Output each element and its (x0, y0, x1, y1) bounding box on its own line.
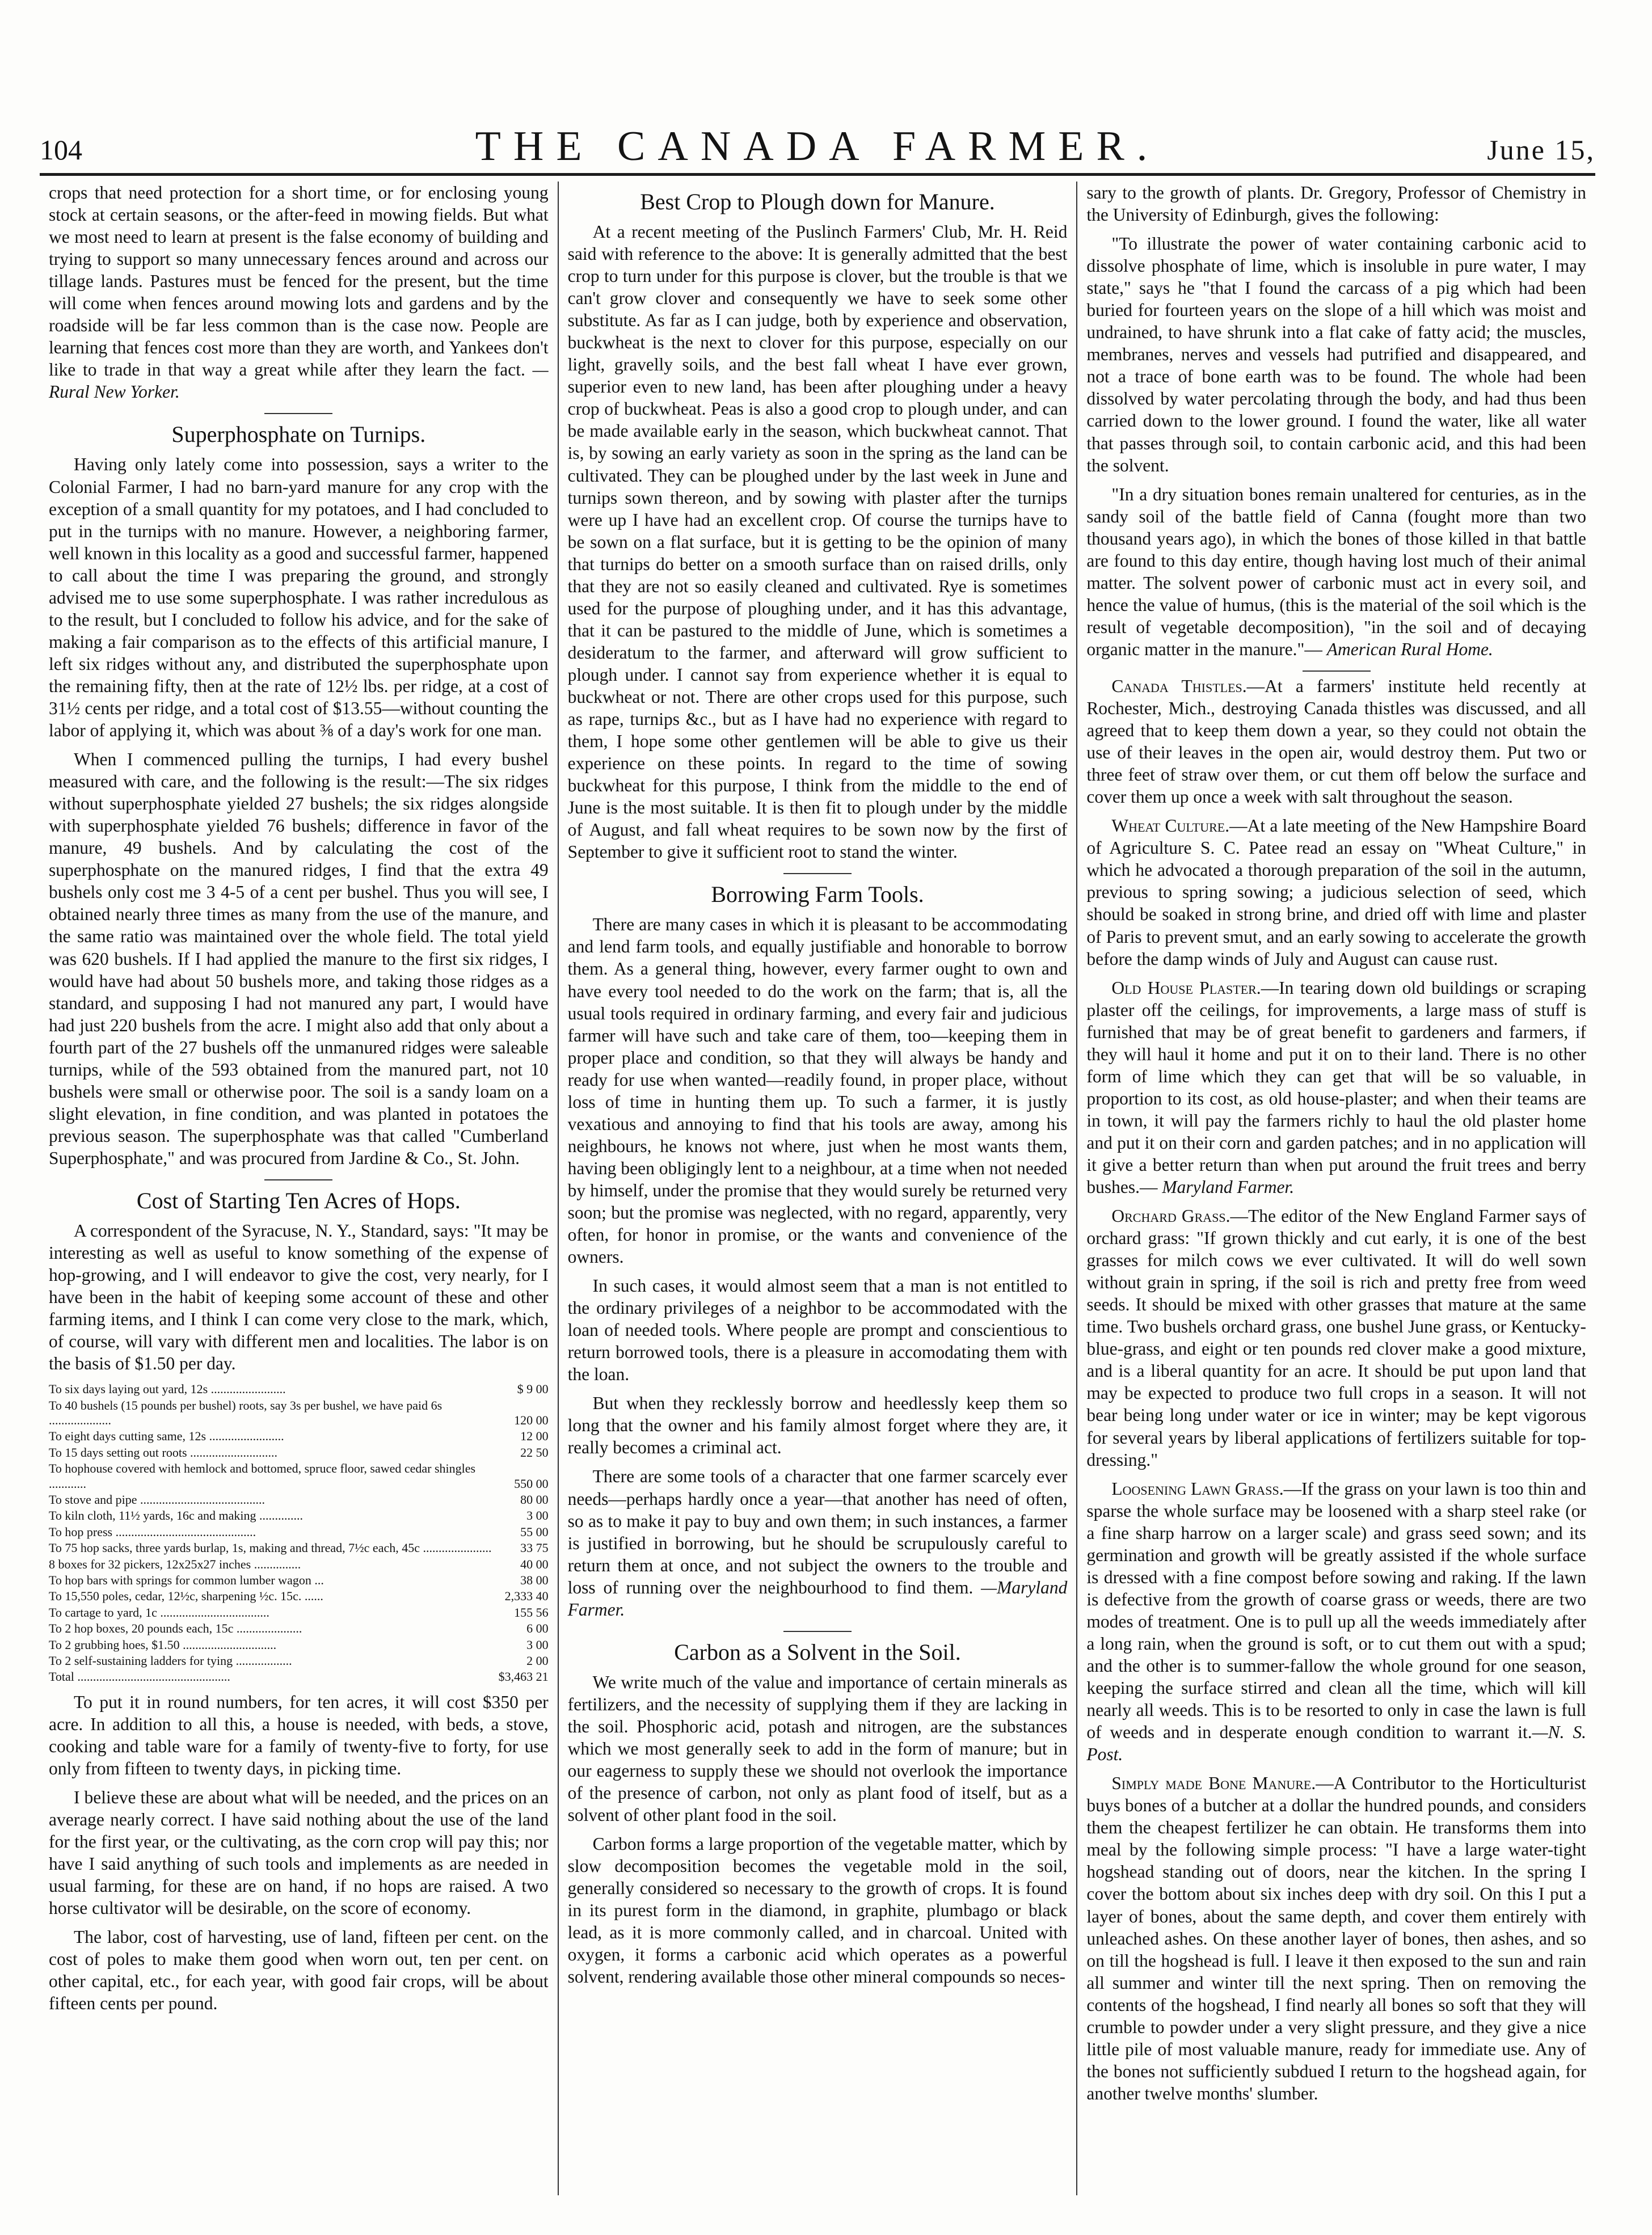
cost-item: To hop bars with springs for common lumber wagon ... (49, 1572, 324, 1587)
cost-row (49, 1492, 549, 1508)
lawn-citation: —N. S. Post. (1086, 1722, 1587, 1765)
cost-total-row (49, 1669, 549, 1685)
cost-amount: $ 9 00 (517, 1382, 549, 1397)
cost-item: To 2 hop boxes, 20 pounds each, 15c ..................... (49, 1621, 302, 1636)
cost-row (49, 1398, 549, 1429)
hops-paragraph-2: To put it in round numbers, for ten acres, it will cost $350 per acre. In addition to all this, a house is needed, with beds, a stove, cooking and table ware for a family of twenty-five to forty, for use only from fifteen to twenty days, in picking time. (49, 1692, 549, 1778)
cost-item: To hophouse covered with hemlock and bottomed, spruce floor, sawed cedar shingles ............ (49, 1461, 476, 1491)
cost-row (49, 1428, 549, 1444)
item-text-wheat: —At a late meeting of the New Hampshire Board of Agriculture S. C. Patee read an essay on "Wheat Culture," in which he advocated a thorough preparation of the soil in the autumn, previous to spring sowing; a judicious selection of seed, which should be soaked in strong brine, and dried off with lime and plaster of Paris to prevent smut, and an early sowing to accelerate the growth before the damp winds of July and August can cause rust. (1086, 816, 1587, 969)
cost-amount: 155 56 (514, 1605, 549, 1620)
item-text-orchard: —The editor of the New England Farmer says of orchard grass: "If grown thickly and cut early, it is one of the best grasses for milch cows we ever cultivated. It will do well sown without grain in spring, if the soil is rich and pretty free from weed seeds. It should be mixed with other grasses that mature at the same time. Two bushels orchard grass, one bushel June grass, or Kentucky-blue-grass, and eight or ten pounds red clover make a good mixture, and is a liberal quantity for an acre. It should be put upon land that may be expected to produce two full crops in a season. It will not bear being long under water or ice in winter; may be kept vigorous for several years by liberal applications of fertilizers suitable for top-dressing." (1086, 1206, 1587, 1470)
cost-row (49, 1637, 549, 1653)
cost-amount: 120 00 (514, 1413, 549, 1428)
cost-row (49, 1557, 549, 1572)
section-divider (1303, 670, 1371, 672)
cost-amount: 22 50 (520, 1445, 549, 1460)
cost-amount: 40 00 (520, 1557, 549, 1571)
superphosphate-paragraph-2: When I commenced pulling the turnips, I had every bushel measured with care, and the following is the result:—The six ridges without superphosphate yielded 27 bushels; the six ridges alongside with superphosphate yielded 76 bushels; difference in favor of the manure, 49 bushels. And by calculating the cost of the superphosphate on the manured ridges, I find that the extra 49 bushels only cost me 3 4-5 of a cent per bushel. Thus you will see, I obtained nearly three times as many from the use of the manure, and the same ratio was maintained over the whole field. The total yield was 620 bushels. If I had applied the manure to the first six ridges, I would have had about 50 bushels more, and taking those ridges as a standard, and supposing I had not manured any part, I would have had just 220 bushels from the acre. I might also add that only about a fourth part of the 27 bushels off the unmanured ridges were saleable turnips, while of the 593 obtained from the manured part, not 10 bushels were small or otherwise poor. The soil is a sandy loam on a slight elevation, in fine condition, and was planted in potatoes the previous season. The superphosphate was that called "Cumberland Superphosphate," and was procured from Jardine & Co., St. John. (49, 749, 549, 1168)
cost-item: To hop press ............................................. (49, 1524, 256, 1539)
page-number: 104 (40, 134, 82, 166)
best-crop-paragraph-1: At a recent meeting of the Puslinch Farmers' Club, Mr. H. Reid said with reference to the above: It is generally admitted that the best crop to turn under for this purpose is clover, but the trouble is that we can't grow clover and consequently we have to seek some other substitute. As far as I can judge, both by experience and observation, buckwheat is the next to clover for this purpose, especially on our light, gravelly soils, and the best fall wheat I have ever grown, superior even to new land, has been after ploughing under a heavy crop of buckwheat. Peas is also a good crop to plough under, and can be made available early in the season, which buckwheat cannot. That is, by sowing an early variety as soon in the spring as the land can be cultivated. They can be ploughed under by the last week in June and turnips sown thereon, and by sowing with plaster after the turnips were up I have had an excellent crop. Of course the turnips have to be sown on a flat surface, but it is getting to be the opinion of many that turnips do better on a smooth surface than on raised drills, only that they are not so easily cleaned and cultivated. Rye is sometimes used for the purpose of ploughing under, and it has this advantage, that it can be pastured to the middle of June, which is sometimes a desideratum to the farmer, and afterward will grow sufficient to plough under. I cannot say from experience whether it is equal to buckwheat or not. There are other crops used for this purpose, such as rape, turnips &c., but as I have had no experience with regard to them, I hope some other gentlemen will be able to give us their experience on these points. In regard to the time of sowing buckwheat for this purpose, I think from the middle to the end of June is the most suitable. It is then fit to plough under by the middle of August, and fall wheat requires to be sown now by the first of September to give it sufficient root to stand the winter. (567, 222, 1068, 862)
cost-row (49, 1445, 549, 1461)
hops-paragraph-4: The labor, cost of harvesting, use of land, fifteen per cent. on the cost of poles to make them good when worn out, ten per cent. on other capital, etc., for each year, with good fair crops, will be about fifteen cents per pound. (49, 1927, 549, 2014)
item-text-bone: —A Contributor to the Horticulturist buys bones of a butcher at a dollar the hundred pounds, and considers them the cheapest fertilizer he can obtain. He transforms them into meal by the following simple process: "I have a large water-tight hogshead standing out of doors, near the kitchen. In the spring I cover the bottom about six inches deep with dry soil. On this I put a layer of bones, about the same depth, and cover them entirely with unleached ashes. On these another layer of bones, then ashes, and so on till the hogshead is full. I leave it then exposed to the sun and rain all summer and winter till the next spring. Then on removing the contents of the hogshead, I find nearly all bones so soft that they will crumble to powder under a very slight pressure, and they give a nice little pile of most valuable manure, ready for immediate use. Any of the bones not sufficiently subdued I return to the hogshead again, for another twelve months' slumber. (1086, 1773, 1587, 2103)
cost-item: To 15,550 poles, cedar, 12½c, sharpening ½c. 15c. ...... (49, 1589, 323, 1604)
cost-item: To stove and pipe ........................................ (49, 1492, 265, 1507)
newspaper-title: THE CANADA FARMER. (475, 123, 1160, 170)
borrowing-paragraph-3: But when they recklessly borrow and heedlessly keep them so long that the owner and his family almost forget where they are, it really becomes a criminal act. (567, 1393, 1068, 1458)
cost-row (49, 1540, 549, 1556)
cost-item: To 2 grubbing hoes, $1.50 .............................. (49, 1637, 277, 1652)
cost-amount: 3 00 (526, 1508, 549, 1523)
borrowing-paragraph-2: In such cases, it would almost seem that a man is not entitled to the ordinary privileges of a neighbor to be accommodated with the loan of needed tools. Where people are prompt and conscientious to return borrowed tools, there is a pleasure in accomodating them with the loan. (567, 1276, 1068, 1385)
item-canada-thistles (1086, 675, 1586, 808)
column-2 (558, 182, 1077, 2195)
carbon-paragraph-2: Carbon forms a large proportion of the vegetable matter, which by slow decomposition becomes the vegetable mold in the soil, generally considered so necessary to the growth of crops. It is found in its purest form in the diamond, in graphite, plumbago or black lead, as it is more commonly called, and in charcoal. United with oxygen, it forms a carbonic acid which operates as a powerful solvent, rendering available those other mineral compounds so neces- (567, 1834, 1068, 1987)
cost-item: To cartage to yard, 1c ................................... (49, 1605, 269, 1620)
cost-row (49, 1508, 549, 1524)
borrowing-paragraph-1: There are many cases in which it is pleasant to be accommodating and lend farm tools, and equally justifiable and honorable to borrow them. As a general thing, however, every farmer ought to own and have every tool needed to do the work on the farm; that is, all the usual tools required in ordinary farming, and every fair and judicious farmer will have such and take care of them, too—keeping them in proper place and condition, so that they will always be handy and ready for use when wanted—readily found, in proper place, without loss of time in hunting them up. To such a farmer, it is justly vexatious and annoying to find that his tools are away, among his neighbours, he knows not where, just when he most wants them, having been obligingly lent to a neighbour, at a time when not needed by himself, under the promise that they would surely be returned very soon; but the promise was neglected, with no regard, apparently, very often, for honor in promise, or the wants and convenience of the owners. (567, 914, 1068, 1267)
item-text-plaster: —In tearing down old buildings or scraping plaster off the ceilings, for improvements, a large mass of stuff is furnished that may be of great benefit to gardeners and farmers, if they will haul it home and put it on to their land. There is no other form of lime which they can get that will be so valuable, in proportion to its cost, as old house-plaster; and when their teams are in town, it will pay the farmers richly to haul the old plaster home and put it on their corn and garden patches; and in no application will it give a better return than when put around the fruit trees and berry bushes.— (1086, 977, 1587, 1197)
item-old-house-plaster (1086, 977, 1586, 1198)
cost-row (49, 1381, 549, 1397)
plaster-citation: Maryland Farmer. (1162, 1177, 1295, 1197)
cost-item: To six days laying out yard, 12s ........................ (49, 1382, 286, 1397)
cost-item: 8 boxes for 32 pickers, 12x25x27 inches ............... (49, 1557, 301, 1571)
cost-amount: 55 00 (520, 1524, 549, 1539)
item-lead-thistles: Canada Thistles. (1111, 676, 1247, 696)
hops-cost-table (49, 1381, 549, 1685)
cost-total-amount: $3,463 21 (498, 1669, 549, 1684)
cost-row (49, 1621, 549, 1637)
cost-item: To 15 days setting out roots ............................ (49, 1445, 278, 1460)
hops-paragraph-1: A correspondent of the Syracuse, N. Y., Standard, says: "It may be interesting as well as useful to know something of the expense of hop-growing, and I will endeavor to give the cost, very nearly, for I have been in the habit of keeping some account of these and other farming items, and I think I can come very close to the mark, which, of course, will vary with different men and localities. The labor is on the basis of $1.50 per day. (49, 1220, 549, 1374)
cost-amount: 2 00 (526, 1653, 549, 1668)
cost-item: To kiln cloth, 11½ yards, 16c and making .............. (49, 1508, 303, 1523)
cost-item: To 75 hop sacks, three yards burlap, 1s, making and thread, 7½c each, 45c ...................... (49, 1541, 492, 1555)
cost-item: To 2 self-sustaining ladders for tying .................. (49, 1653, 292, 1668)
borrowing-paragraph-4-text: There are some tools of a character that one farmer scarcely ever needs—perhaps hardly once a year—that another has need of often, so as to make it pay to buy and own them; in such instances, a farmer is justified in borrowing, but he should be scrupulously careful to return them at once, and not subject the owners to the trouble and loss of running over the neighbourhood to find them. (567, 1466, 1068, 1597)
cost-row (49, 1572, 549, 1588)
intro-text: crops that need protection for a short time, or for enclosing young stock at certain seasons, or the after-feed in mowing fields. But what we most need to learn at present is the false economy of building and trying to support so many unnecessary fences around and across our tillage lands. Pastures must be fenced for the present, but the time will come when fences around mowing lots and gardens and by the roadside will be far less common than is the case now. People are learning that fences cost more than they are worth, and Yankees don't like to trade in that way a great while after they learn the fact. (49, 183, 549, 380)
carbon-continued-paragraph-1: sary to the growth of plants. Dr. Gregory, Professor of Chemistry in the University of Edinburgh, gives the following: (1086, 183, 1587, 225)
superphosphate-paragraph-1: Having only lately come into possession, says a writer to the Colonial Farmer, I had no barn-yard manure for any crop with the exception of a small quantity for my potatoes, and I had concluded to put in the turnips with no manure. However, a neighboring farmer, well known in this locality as a good and successful farmer, happened to call about the time I was preparing the ground, and strongly advised me to use some superphosphate. I was rather incredulous as to the result, but I concluded to follow his advice, and for the sake of making a fair comparison as to the effects of this artificial manure, I left six ridges without any, and distributed the superphosphate upon the remaining fifty, then at the rate of 12½ lbs. per ridge, at a cost of 31½ cents per ridge, and a total cost of $13.55—without counting the labor of applying it, which was about ⅜ of a day's work for one man. (49, 454, 549, 741)
carbon-citation: American Rural Home. (1326, 639, 1493, 659)
carbon-paragraph-1: We write much of the value and importance of certain minerals as fertilizers, and the necessity of supplying them if they are lacking in the soil. Phosphoric acid, potash and nitrogen, are the substances which we most generally seek to add in the form of manure; but in our eagerness to supply these we should not overlook the importance of the presence of carbon, not only as plant food of itself, but as a solvent of other plant food in the soil. (567, 1672, 1068, 1825)
article-title-carbon: Carbon as a Solvent in the Soil. (674, 1639, 961, 1665)
item-lead-plaster: Old House Plaster. (1111, 977, 1261, 998)
cost-amount: 80 00 (520, 1492, 549, 1507)
cost-amount: 38 00 (520, 1572, 549, 1587)
issue-date: June 15, (1487, 134, 1595, 166)
article-title-hops: Cost of Starting Ten Acres of Hops. (136, 1187, 461, 1213)
carbon-continued-paragraph-2: "To illustrate the power of water containing carbonic acid to dissolve phosphate of lime, which is insoluble in pure water, I may state," says he "that I found the carcass of a pig which had been buried for fourteen years on the slope of a hill which was moist and undrained, to have shrunk into a flat cake of fatty acid; the muscles, membranes, nerves and vessels had putrified and disappeared, and not a trace of bone earth was to be found. The whole had been dissolved by water percolating through the body, and had thus been carried down to the lower ground. I found the water, like all water that passes through soil, to contain carbonic acid, and this had been the solvent. (1086, 234, 1587, 475)
cost-item: To 40 bushels (15 pounds per bushel) roots, say 3s per bushel, we have paid 6s .................... (49, 1398, 442, 1428)
article-continued-text (49, 182, 549, 403)
intro-citation: —Rural New Yorker. (49, 360, 549, 402)
item-bone-manure (1086, 1772, 1586, 2105)
item-text-thistles: —At a farmers' institute held recently at Rochester, Mich., destroying Canada thistles was discussed, and all agreed that to keep them down a year, so they could not obtain the use of their leaves in the open air, would destroy them. Put two or three feet of straw over them, or cut them off below the surface and cover them up once a week with salt throughout the season. (1086, 676, 1587, 807)
cost-amount: 550 00 (514, 1476, 549, 1491)
item-lead-lawn: Loosening Lawn Grass. (1111, 1478, 1284, 1499)
item-lead-wheat: Wheat Culture. (1111, 816, 1230, 836)
masthead (40, 123, 1595, 176)
cost-item: To eight days cutting same, 12s ........................ (49, 1429, 284, 1444)
cost-table-body (49, 1381, 549, 1669)
item-wheat-culture (1086, 815, 1586, 969)
section-divider (264, 1179, 332, 1180)
cost-row (49, 1461, 549, 1492)
item-text-lawn: —If the grass on your lawn is too thin and sparse the whole surface may be loosened with a sharp steel rake (or a fine sharp harrow on a larger scale) and grass seed sown; and its germination and growth will be greatly assisted if the whole surface is dressed with a fine compost before sowing and raking. If the lawn is defective from the growth of coarse grass or weeds, there are two modes of treatment. One is to pull up all the weeds immediately after a long rain, when the ground is soft, or to cut them out with a spud; and the other is to summer-fallow the whole ground for one season, keeping the surface stirred and clean all the time, which will kill nearly all weeds. This is to be resorted to only in case the lawn is full of weeds and in desperate enough condition to warrant it. (1086, 1478, 1587, 1743)
cost-row (49, 1653, 549, 1669)
cost-amount: 3 00 (526, 1637, 549, 1652)
borrowing-paragraph-4 (568, 1465, 1068, 1620)
section-divider (783, 873, 852, 874)
cost-row (49, 1605, 549, 1621)
cost-amount: 33 75 (520, 1541, 549, 1555)
item-lead-orchard: Orchard Grass. (1111, 1206, 1230, 1226)
cost-amount: 12 00 (520, 1429, 549, 1444)
cost-amount: 6 00 (526, 1621, 549, 1636)
cost-row (49, 1524, 549, 1540)
column-3 (1076, 182, 1595, 2195)
item-orchard-grass (1086, 1205, 1586, 1471)
article-title-borrowing: Borrowing Farm Tools. (711, 882, 924, 908)
column-1 (40, 182, 558, 2195)
hops-paragraph-3: I believe these are about what will be needed, and the prices on an average nearly correct. I have said nothing about the use of the land for the first year, or the cultivating, as the corn crop will pay this; nor have I said anything of such tools and implements as are needed in usual farming, for these are on hand, if no hops are raised. A two horse cultivator will be desirable, on the score of economy. (49, 1787, 549, 1918)
borrowing-citation: —Maryland Farmer. (567, 1577, 1068, 1620)
article-title-superphosphate: Superphosphate on Turnips. (171, 421, 426, 448)
cost-total-label: Total ................................................. (49, 1669, 230, 1684)
carbon-continued-paragraph-3 (1086, 483, 1586, 660)
cost-row (49, 1588, 549, 1604)
item-loosening-lawn-grass (1086, 1478, 1586, 1766)
article-title-best-crop: Best Crop to Plough down for Manure. (640, 189, 995, 214)
section-divider (783, 1631, 852, 1632)
carbon-continued-paragraph-3-text: "In a dry situation bones remain unaltered for centuries, as in the sandy soil of the battle field of Canna (fought more than two thousand years ago), in which the bones of those killed in that battle are found to this day entire, though having lost much of their animal matter. The solvent power of carbonic must act in every soil, and hence the value of humus, (this is the material of the soil which is the result of vegetable decomposition), "in the soil and of decaying organic matter in the manure."— (1086, 484, 1587, 659)
cost-amount: 2,333 40 (504, 1589, 549, 1604)
section-divider (264, 413, 332, 414)
columns (40, 182, 1595, 2195)
item-lead-bone: Simply made Bone Manure. (1111, 1773, 1316, 1794)
